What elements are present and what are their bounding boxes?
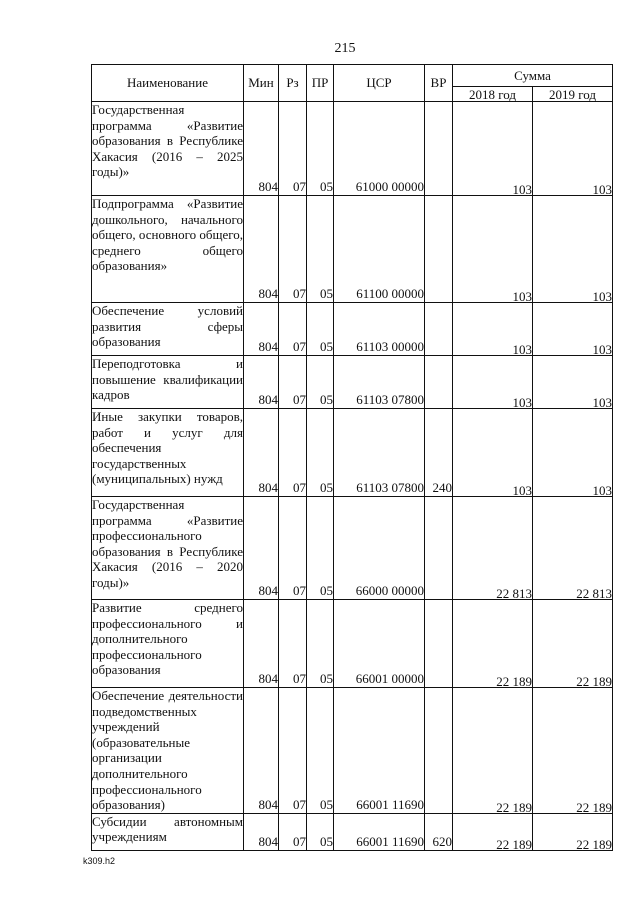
row-pr: 05 <box>307 303 334 356</box>
row-pr: 05 <box>307 600 334 688</box>
row-csr: 61103 00000 <box>334 303 425 356</box>
table-row <box>92 303 613 356</box>
row-rz: 07 <box>279 303 307 356</box>
row-pr: 05 <box>307 409 334 497</box>
row-csr: 66000 00000 <box>334 497 425 600</box>
row-min: 804 <box>244 303 279 356</box>
row-csr: 66001 00000 <box>334 600 425 688</box>
budget-table <box>91 64 613 851</box>
table-row <box>92 409 613 497</box>
row-min: 804 <box>244 356 279 409</box>
row-2019: 103 <box>533 356 613 409</box>
row-vr: 620 <box>425 813 453 850</box>
row-name: Субсидии автономным учреждениям <box>92 813 244 850</box>
row-2019: 103 <box>533 303 613 356</box>
row-min: 804 <box>244 409 279 497</box>
row-2019: 22 189 <box>533 600 613 688</box>
row-pr: 05 <box>307 497 334 600</box>
header-csr: ЦСР <box>334 65 425 102</box>
header-pr: ПР <box>307 65 334 102</box>
row-2018: 103 <box>453 303 533 356</box>
page-number: 215 <box>334 41 356 56</box>
row-name: Обеспечение условий развития сферы образования <box>92 303 244 356</box>
header-year-2018: 2018 год <box>453 87 533 102</box>
row-2019: 103 <box>533 102 613 196</box>
row-min: 804 <box>244 600 279 688</box>
row-name: Развитие среднего профессионального и дополнительного профессионального образования <box>92 600 244 688</box>
row-pr: 05 <box>307 813 334 850</box>
table-row <box>92 102 613 196</box>
header-name: Наименование <box>92 65 244 102</box>
table-row <box>92 196 613 303</box>
row-min: 804 <box>244 813 279 850</box>
row-rz: 07 <box>279 356 307 409</box>
row-vr <box>425 196 453 303</box>
row-2018: 103 <box>453 409 533 497</box>
row-2019: 22 189 <box>533 688 613 814</box>
row-name: Государственная программа «Развитие профессионального образования в Республике Хакасия (2016 – 2020 годы)» <box>92 497 244 600</box>
row-2019: 22 813 <box>533 497 613 600</box>
row-rz: 07 <box>279 497 307 600</box>
row-name: Обеспечение деятельности подведомственных учреждений (образовательные организации дополнительного профессионального образования) <box>92 688 243 813</box>
row-csr: 61000 00000 <box>334 102 425 196</box>
row-rz: 07 <box>279 688 307 814</box>
header-year-2019: 2019 год <box>533 87 613 102</box>
row-csr: 61100 00000 <box>334 196 425 303</box>
row-vr <box>425 688 453 814</box>
table-row <box>92 813 613 850</box>
row-pr: 05 <box>307 688 334 814</box>
row-rz: 07 <box>279 409 307 497</box>
row-name: Подпрограмма «Развитие дошкольного, начального общего, основного общего, среднего общего образования» <box>92 196 244 303</box>
row-min: 804 <box>244 497 279 600</box>
row-vr <box>425 600 453 688</box>
table-row <box>92 688 613 814</box>
row-rz: 07 <box>279 600 307 688</box>
row-2019: 22 189 <box>533 813 613 850</box>
header-min: Мин <box>244 65 279 102</box>
row-min: 804 <box>244 102 279 196</box>
row-rz: 07 <box>279 102 307 196</box>
row-csr: 61103 07800 <box>334 356 425 409</box>
row-2018: 103 <box>453 102 533 196</box>
row-pr: 05 <box>307 356 334 409</box>
row-csr: 61103 07800 <box>334 409 425 497</box>
table-row <box>92 600 613 688</box>
table-row <box>92 497 613 600</box>
row-name: Переподготовка и повышение квалификации кадров <box>92 356 244 409</box>
row-2018: 22 813 <box>453 497 533 600</box>
row-2019: 103 <box>533 196 613 303</box>
header-sum: Сумма <box>453 65 613 87</box>
table-row <box>92 356 613 409</box>
row-vr <box>425 102 453 196</box>
row-min: 804 <box>244 196 279 303</box>
row-vr: 240 <box>425 409 453 497</box>
row-csr: 66001 11690 <box>334 688 425 814</box>
footer-code: k309.h2 <box>83 856 116 866</box>
row-vr <box>425 303 453 356</box>
row-csr: 66001 11690 <box>334 813 425 850</box>
row-2018: 103 <box>453 356 533 409</box>
row-rz: 07 <box>279 813 307 850</box>
row-rz: 07 <box>279 196 307 303</box>
row-name: Иные закупки товаров, работ и услуг для обеспечения государственных (муниципальных) нужд <box>92 409 244 497</box>
header-vr: ВР <box>425 65 453 102</box>
row-2018: 103 <box>453 196 533 303</box>
row-pr: 05 <box>307 102 334 196</box>
row-vr <box>425 497 453 600</box>
row-2018: 22 189 <box>453 688 533 814</box>
row-min: 804 <box>244 688 279 814</box>
row-2018: 22 189 <box>453 600 533 688</box>
row-vr <box>425 356 453 409</box>
row-2018: 22 189 <box>453 813 533 850</box>
row-name: Государственная программа «Развитие образования в Республике Хакасия (2016 – 2025 годы)» <box>92 102 244 196</box>
row-2019: 103 <box>533 409 613 497</box>
row-pr: 05 <box>307 196 334 303</box>
header-rz: Рз <box>279 65 307 102</box>
